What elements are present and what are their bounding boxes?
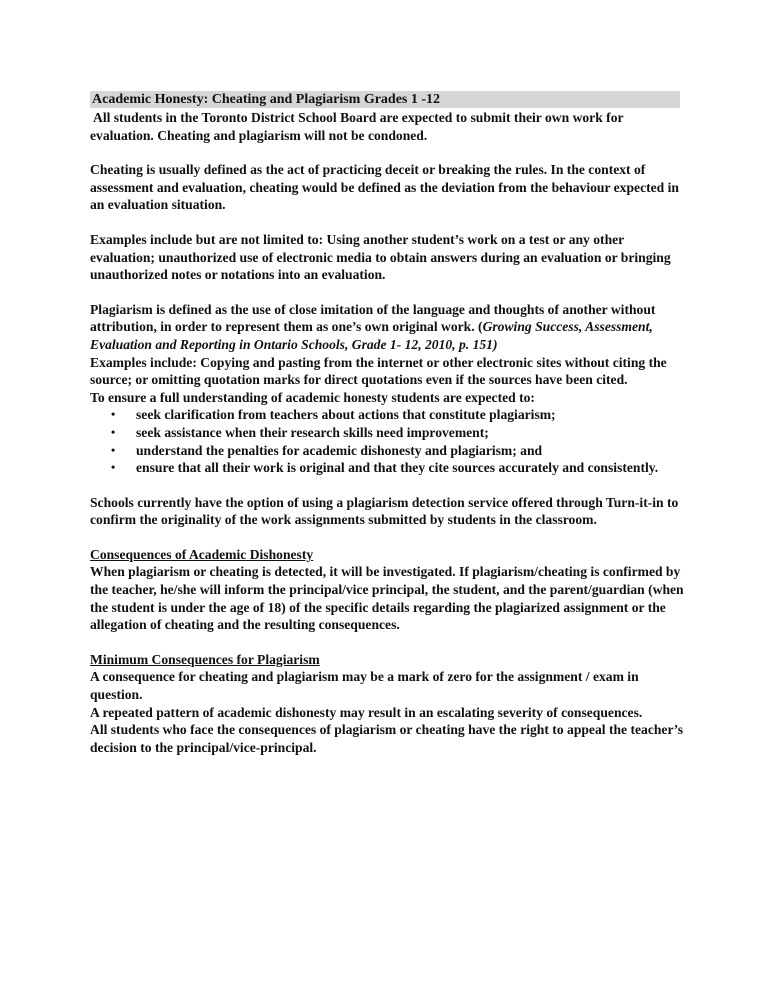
consequences-heading: Consequences of Academic Dishonesty: [90, 546, 314, 562]
cheating-examples: Examples include but are not limited to: Using another student’s work on a test or any other evaluation; unauthorized use of electronic media to obtain answers during an evaluation or bringing unauthorized notes or notations into an evaluation.: [90, 231, 671, 283]
consequences-body: When plagiarism or cheating is detected, it will be investigated. If plagiarism/cheating is confirmed by the teacher, he/she will inform the principal/vice principal, the student, and the parent/guardian (when the student is under the age of 18) of the specific details regarding the plagiarized assignment or the allegation of cheating and the resulting consequences.: [90, 564, 684, 633]
minimum-consequence-appeal: All students who face the consequences of plagiarism or cheating have the right to appeal the teacher’s decision to the principal/vice-principal.: [90, 722, 684, 755]
turnitin-paragraph: Schools currently have the option of using a plagiarism detection service offered through Turn-it-in to confirm the originality of the work assignments submitted by students in the classroom.: [90, 494, 679, 528]
intro-paragraph: All students in the Toronto District School Board are expected to submit their own work for evaluation. Cheating and plagiarism will not be condoned.: [90, 110, 624, 143]
plagiarism-examples: Examples include: Copying and pasting from the internet or other electronic sites without citing the source; or omitting quotation marks for direct quotations even if the sources have been cited.: [90, 354, 667, 388]
list-item: [111, 442, 684, 460]
list-item-text: seek assistance when their research skills need improvement;: [136, 424, 489, 440]
minimum-consequence-escalating: A repeated pattern of academic dishonesty may result in an escalating severity of consequences.: [90, 704, 643, 720]
minimum-consequence-zero: A consequence for cheating and plagiarism may be a mark of zero for the assignment / exam in question.: [90, 669, 639, 703]
list-item: [111, 424, 684, 442]
minimum-consequences-heading: Minimum Consequences for Plagiarism: [90, 651, 320, 667]
bullet-icon: •: [111, 460, 116, 475]
bullet-icon: •: [111, 424, 116, 439]
list-item-text: ensure that all their work is original and that they cite sources accurately and consistently.: [136, 460, 659, 476]
list-item-text: seek clarification from teachers about actions that constitute plagiarism;: [136, 407, 556, 423]
list-item: [111, 459, 684, 477]
list-item: [111, 406, 684, 424]
plagiarism-definition-text: Plagiarism is defined as the use of close imitation of the language and thoughts of another without attribution, in order to represent them as one’s own original work. (: [90, 301, 656, 335]
document-title: Academic Honesty: Cheating and Plagiarism Grades 1 -12: [90, 91, 680, 108]
expectations-list: [90, 406, 684, 476]
plagiarism-citation: Growing Success, Assessment, Evaluation and Reporting in Ontario Schools, Grade 1- 12, 2010, p. 151): [90, 319, 653, 352]
cheating-definition: Cheating is usually defined as the act of practicing deceit or breaking the rules. In the context of assessment and evaluation, cheating would be defined as the deviation from the behaviour expected in an evaluation situation.: [90, 162, 679, 213]
plagiarism-definition: [90, 301, 684, 354]
bullet-icon: •: [111, 442, 116, 457]
expectations-intro: To ensure a full understanding of academic honesty students are expected to:: [90, 389, 535, 405]
list-item-text: understand the penalties for academic dishonesty and plagiarism; and: [136, 442, 543, 458]
bullet-icon: •: [111, 407, 116, 422]
